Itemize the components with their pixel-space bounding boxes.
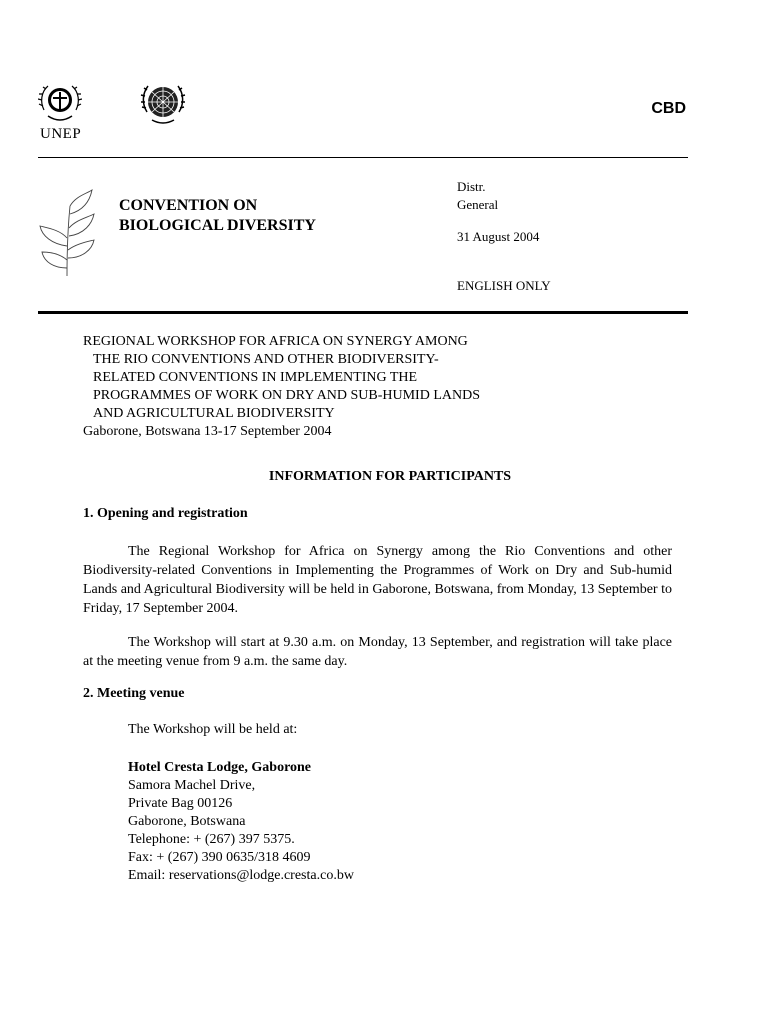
venue-address — [128, 759, 354, 885]
venue-city: Gaborone, Botswana — [128, 814, 246, 829]
meeting-line-2: THE RIO CONVENTIONS AND OTHER BIODIVERSITY- — [93, 352, 439, 367]
meeting-line-1: REGIONAL WORKSHOP FOR AFRICA ON SYNERGY AMONG — [83, 334, 468, 349]
convention-title — [119, 196, 316, 236]
distribution-label: Distr. — [457, 179, 486, 194]
cbd-leaf-logo-icon — [36, 186, 98, 278]
distribution-block — [457, 178, 498, 214]
document-language: ENGLISH ONLY — [457, 278, 551, 293]
venue-bag: Private Bag 00126 — [128, 796, 233, 811]
section-1-paragraph-2: The Workshop will start at 9.30 a.m. on Monday, 13 September, and registration will take place at the meeting venue from 9 a.m. the same day. — [83, 635, 672, 669]
section-2-title: 2. Meeting venue — [83, 686, 185, 701]
venue-street: Samora Machel Drive, — [128, 778, 256, 793]
meeting-line-3: RELATED CONVENTIONS IN IMPLEMENTING THE — [93, 370, 418, 385]
venue-telephone: Telephone: + (267) 397 5375. — [128, 832, 295, 847]
venue-email: Email: reservations@lodge.cresta.co.bw — [128, 868, 354, 883]
meeting-line-4: PROGRAMMES OF WORK ON DRY AND SUB-HUMID LANDS — [93, 388, 480, 403]
convention-title-line2: BIOLOGICAL DIVERSITY — [119, 217, 316, 234]
meeting-location: Gaborone, Botswana 13-17 September 2004 — [83, 424, 332, 439]
cbd-tag: CBD — [651, 100, 686, 117]
venue-fax: Fax: + (267) 390 0635/318 4609 — [128, 850, 311, 865]
un-emblem-icon — [138, 80, 188, 130]
meeting-title — [83, 333, 480, 441]
meeting-line-5: AND AGRICULTURAL BIODIVERSITY — [93, 406, 335, 421]
document-heading: INFORMATION FOR PARTICIPANTS — [268, 469, 512, 484]
header-rule — [38, 157, 688, 158]
section-2-intro: The Workshop will be held at: — [128, 722, 298, 737]
section-1-paragraph-1: The Regional Workshop for Africa on Synergy among the Rio Conventions and other Biodiversity-related Conventions in Implementing the Programmes of Work on Dry and Sub-humid Lands and Agricultural Biodiversity will be held in Gaborone, Botswana, from Monday, 13 September to Friday, 17 September 2004. — [83, 544, 672, 616]
unep-label: UNEP — [40, 126, 82, 142]
distribution-type: General — [457, 197, 499, 212]
document-date: 31 August 2004 — [457, 229, 540, 244]
header-bottom-rule — [38, 311, 688, 314]
section-1-title: 1. Opening and registration — [83, 506, 248, 521]
venue-name: Hotel Cresta Lodge, Gaborone — [128, 760, 312, 775]
convention-title-line1: CONVENTION ON — [119, 197, 258, 214]
unep-logo-icon — [38, 80, 82, 128]
